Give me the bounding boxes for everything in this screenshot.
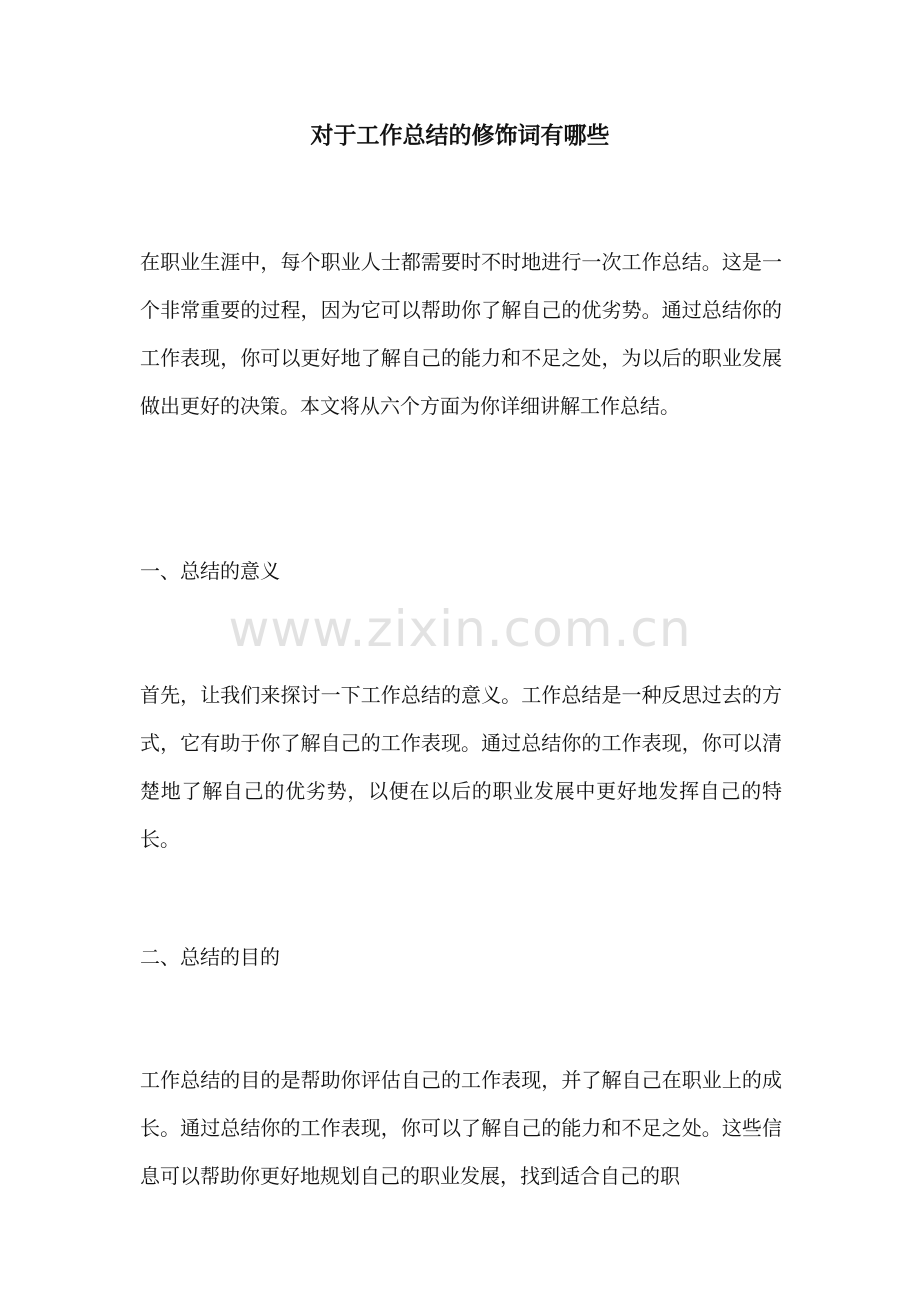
section-heading-2: 二、总结的目的 xyxy=(140,945,280,969)
watermark: www.zixin.com.cn xyxy=(228,600,692,658)
section-body-2: 工作总结的目的是帮助你评估自己的工作表现，并了解自己在职业上的成长。通过总结你的工作表现，你可以了解自己的能力和不足之处。这些信息可以帮助你更好地规划自己的职业发展，找到适合自己的职 xyxy=(140,1068,782,1188)
section-heading-1: 一、总结的意义 xyxy=(140,559,280,583)
section-body-1: 首先，让我们来探讨一下工作总结的意义。工作总结是一种反思过去的方式，它有助于你了解自己的工作表现。通过总结你的工作表现，你可以清楚地了解自己的优劣势，以便在以后的职业发展中更好地发挥自己的特长。 xyxy=(140,683,782,851)
document-title: 对于工作总结的修饰词有哪些 xyxy=(310,123,610,149)
intro-paragraph: 在职业生涯中，每个职业人士都需要时不时地进行一次工作总结。这是一个非常重要的过程，因为它可以帮助你了解自己的优劣势。通过总结你的工作表现，你可以更好地了解自己的能力和不足之处，为以后的职业发展做出更好的决策。本文将从六个方面为你详细讲解工作总结。 xyxy=(140,250,782,418)
